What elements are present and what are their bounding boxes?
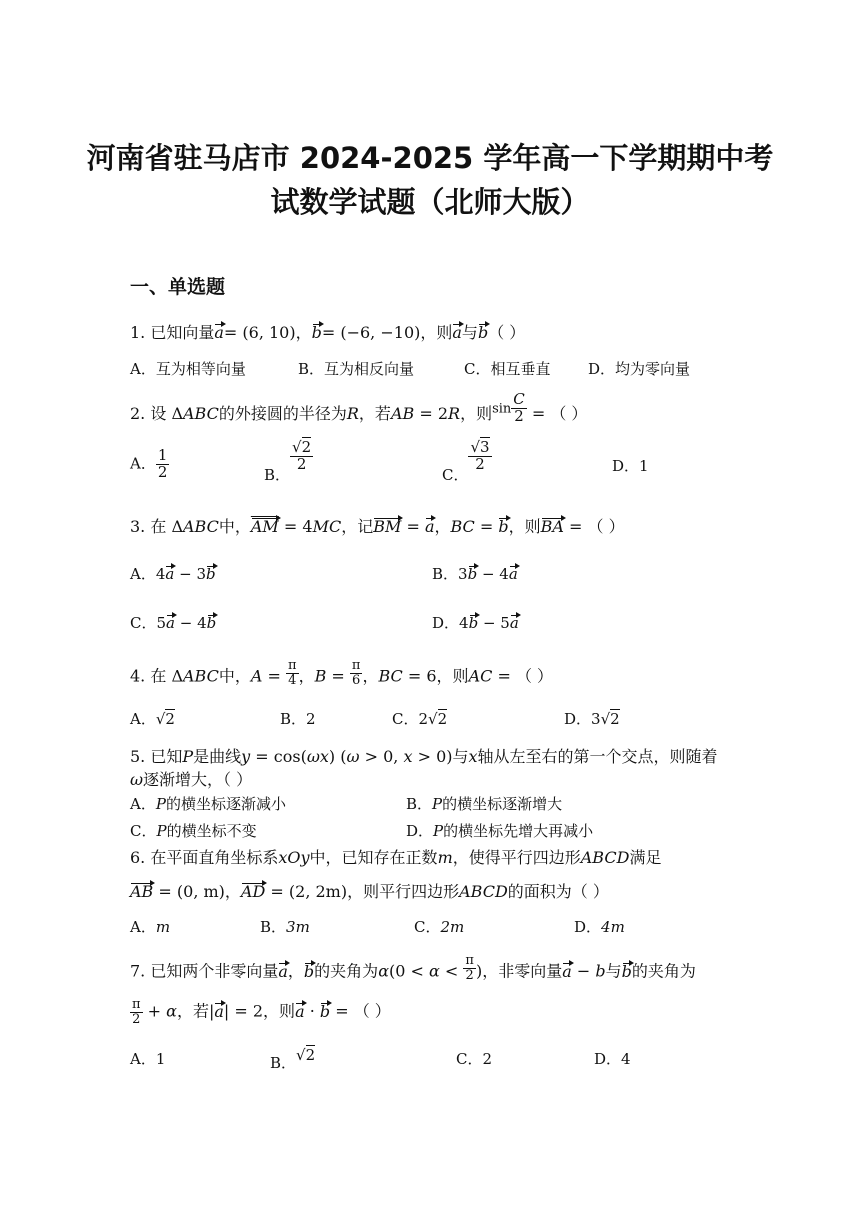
q7-option-b: B．√2 — [270, 1046, 316, 1072]
q5-option-a: A．P的横坐标逐渐减小 — [130, 795, 286, 813]
q7-option-d: D．4 — [594, 1050, 631, 1068]
page-title-line2: 试数学试题（北师大版） — [270, 185, 590, 219]
q6-option-d: D．4m — [574, 918, 625, 936]
vector-a: a — [214, 323, 224, 342]
section-heading: 一、单选题 — [130, 276, 226, 298]
answer-paren: （ ） — [488, 323, 526, 342]
q4-option-b: B．2 — [280, 710, 316, 728]
q2-option-b: B． $\frac{√2}{2}$ — [264, 438, 312, 485]
question-6-line1: 6. 在平面直角坐标系xOy中，已知存在正数m，使得平行四边形ABCD满足 — [130, 848, 662, 867]
q1-option-d: D．均为零向量 — [588, 360, 691, 378]
q4-option-d: D．3√2 — [564, 710, 620, 728]
page-title-line1: 河南省驻马店市 2024-2025 学年高一下学期期中考 — [86, 141, 774, 175]
q4-option-c: C．2√2 — [392, 710, 448, 728]
q1-option-c: C．相互垂直 — [464, 360, 551, 378]
q1-option-a: A．互为相等向量 — [130, 360, 246, 378]
q7-option-c: C．2 — [456, 1050, 493, 1068]
q3-option-b: B．3b − 4a — [432, 565, 518, 583]
question-5-line2: ω逐渐增大，（ ） — [130, 770, 253, 789]
q5-option-d: D．P的横坐标先增大再减小 — [406, 822, 594, 840]
question-6-line2: AB = (0, m)，AD = (2, 2m)，则平行四边形ABCD的面积为（ ） — [130, 882, 609, 901]
q2-option-d: D．1 — [612, 457, 649, 475]
q1-option-b: B．互为相反向量 — [298, 360, 415, 378]
q6-option-c: C．2m — [414, 918, 465, 936]
q6-option-a: A．m — [130, 918, 171, 936]
q5-option-b: B．P的横坐标逐渐增大 — [406, 795, 563, 813]
q1-b-value: = (−6, −10) — [321, 323, 421, 342]
q2-option-a: A． $\frac{1}{2}$ — [130, 446, 168, 481]
fraction-c-over-2: $\frac{C}{2}$ — [513, 390, 525, 425]
q3-option-a: A．4a − 3b — [130, 565, 216, 583]
question-5-line1: 5. 已知P是曲线y = cos(ωx) (ω > 0, x > 0)与x轴从左至右的第一个交点，则随着 — [130, 747, 718, 766]
q3-option-c: C．5a − 4b — [130, 614, 217, 632]
q5-option-c: C．P的横坐标不变 — [130, 822, 257, 840]
q6-option-b: B．3m — [260, 918, 310, 936]
q1-prefix: 1. 已知向量 — [130, 323, 215, 342]
q7-option-a: A．1 — [130, 1050, 166, 1068]
question-4: 4. 在 ΔABC中，A = $\frac{\pi}{4}$ ，B = $\frac{\pi}{6}$ ，BC = 6，则AC = （ ） — [130, 658, 554, 688]
question-3: 3. 在 ΔABC中，$\overline{AM} = 4MC$，记BM = a，BC = b，则BA = （ ） — [130, 517, 625, 536]
vector-b: b — [311, 323, 322, 342]
q1-a-value: = (6, 10) — [223, 323, 296, 342]
question-1: 1. 已知向量a= (6, 10)，b= (−6, −10)，则a与b（ ） — [130, 323, 526, 342]
question-7-line2: $\frac{\pi}{2}$ + α，若|a| = 2，则a · b = （ ） — [132, 997, 391, 1027]
q4-option-a: A．√2 — [130, 710, 175, 728]
question-2: 2. 设 ΔABC的外接圆的半径为R，若AB = 2R，则$^{sin}$ $\frac{C}{2}$ = （ ） — [130, 390, 588, 425]
question-7-line1: 7. 已知两个非零向量a，b的夹角为α(0 < α < $\frac{\pi}{2}$ )，非零向量a − b与b的夹角为 — [130, 953, 696, 983]
q2-option-c: C． $\frac{√3}{2}$ — [442, 438, 490, 485]
q3-option-d: D．4b − 5a — [432, 614, 519, 632]
